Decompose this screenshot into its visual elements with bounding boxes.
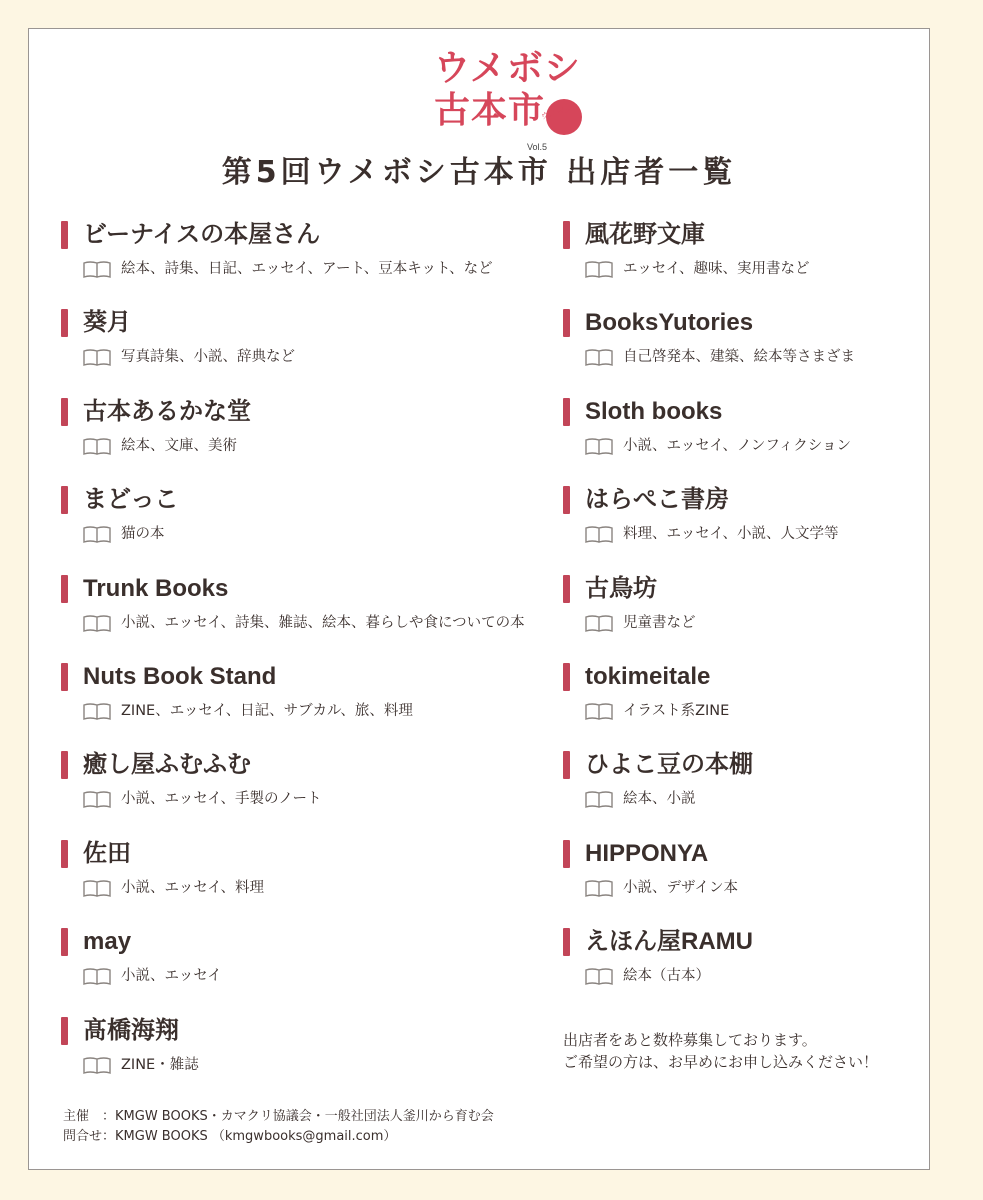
accent-bar — [61, 928, 68, 956]
vendor-genre: ZINE、エッセイ、日記、サブカル、旅、料理 — [121, 702, 413, 719]
vendor-genre: 小説、エッセイ、ノンフィクション — [623, 437, 851, 454]
vendor-item — [61, 571, 525, 659]
vendor-genre: 小説、エッセイ、料理 — [121, 879, 264, 896]
open-book-icon — [83, 879, 111, 897]
open-book-icon — [83, 790, 111, 808]
accent-bar — [61, 751, 68, 779]
accent-bar — [563, 663, 570, 691]
vendor-name: えほん屋RAMU — [585, 928, 753, 956]
vendor-item — [61, 924, 481, 1012]
vendor-genre: 絵本、小説 — [623, 791, 696, 808]
vendor-genre: 猫の本 — [121, 526, 165, 543]
logo-script: ウメボシ — [539, 104, 573, 122]
vendor-list-left — [61, 217, 525, 1101]
recruit-line-2: ご希望の方は、お早めにお申し込みください！ — [563, 1053, 879, 1071]
open-book-icon — [83, 702, 111, 720]
vendor-item — [563, 394, 983, 482]
accent-bar — [563, 309, 570, 337]
vendor-genre: 自己啓発本、建築、絵本等さまざま — [623, 349, 855, 366]
open-book-icon — [83, 348, 111, 366]
logo-vol: Vol.5 — [527, 142, 548, 152]
vendor-item — [563, 747, 983, 835]
vendor-name: tokimeitale — [585, 662, 711, 690]
vendor-genre: ZINE・雑誌 — [121, 1056, 199, 1073]
vendor-item — [563, 305, 983, 393]
vendor-genre: 小説、エッセイ、手製のノート — [121, 791, 322, 808]
vendor-item — [61, 482, 481, 570]
open-book-icon — [83, 1056, 111, 1074]
vendor-name: 古本あるかな堂 — [83, 397, 251, 425]
contact-line: 問合せ：KMGW BOOKS （kmgwbooks@gmail.com） — [63, 1129, 397, 1144]
vendor-name: 風花野文庫 — [585, 221, 705, 248]
accent-bar — [61, 309, 68, 337]
vendor-genre: 小説、エッセイ、詩集、雑誌、絵本、暮らしや食についての本 — [121, 614, 525, 631]
vendor-item — [563, 836, 983, 924]
flyer-card — [28, 28, 930, 1170]
vendor-name: may — [83, 928, 132, 956]
open-book-icon — [585, 437, 613, 455]
accent-bar — [61, 663, 68, 691]
accent-bar — [61, 486, 68, 514]
vendor-name: Nuts Book Stand — [83, 662, 277, 690]
vendor-item — [61, 305, 481, 393]
vendor-name: Trunk Books — [83, 574, 229, 602]
vendor-genre: 絵本、詩集、日記、エッセイ、アート、豆本キット、など — [121, 261, 493, 277]
open-book-icon — [585, 260, 613, 278]
recruit-line-1: 出店者をあと数枠募集しております。 — [563, 1031, 817, 1049]
vendor-item — [563, 924, 983, 1012]
vendor-name: 佐田 — [83, 839, 131, 867]
organizer-line: 主催 ：KMGW BOOKS・カマクリ協議会・一般社団法人釜川から育む会 — [63, 1109, 494, 1124]
vendor-name: Sloth books — [585, 397, 723, 425]
open-book-icon — [585, 614, 613, 632]
open-book-icon — [83, 525, 111, 543]
open-book-icon — [83, 614, 111, 632]
vendor-genre: 小説、エッセイ — [121, 968, 222, 985]
accent-bar — [563, 398, 570, 426]
open-book-icon — [585, 879, 613, 897]
vendor-name: ひよこ豆の本棚 — [585, 751, 753, 779]
vendor-item — [563, 217, 983, 305]
vendor-name: はらぺこ書房 — [585, 486, 729, 514]
vendor-genre: 写真詩集、小説、辞典など — [121, 349, 295, 366]
vendor-genre: 小説、デザイン本 — [623, 879, 738, 896]
accent-bar — [61, 221, 68, 249]
accent-bar — [563, 928, 570, 956]
vendor-genre: 絵本（古本） — [623, 968, 710, 985]
open-book-icon — [83, 967, 111, 985]
vendor-genre: イラスト系ZINE — [623, 702, 730, 719]
logo-line-1: ウメボシ — [434, 48, 581, 89]
vendor-list-right — [563, 217, 983, 1013]
vendor-name: ビーナイスの本屋さん — [83, 221, 321, 248]
accent-bar — [61, 1017, 68, 1045]
open-book-icon — [83, 260, 111, 278]
open-book-icon — [585, 702, 613, 720]
open-book-icon — [585, 967, 613, 985]
vendor-item — [61, 836, 481, 924]
vendor-item — [61, 394, 481, 482]
open-book-icon — [585, 348, 613, 366]
accent-bar — [563, 575, 570, 603]
accent-bar — [61, 840, 68, 868]
vendor-name: まどっこ — [83, 486, 179, 514]
accent-bar — [563, 486, 570, 514]
vendor-item — [61, 1013, 481, 1101]
vendor-item — [563, 659, 983, 747]
vendor-name: HIPPONYA — [585, 839, 709, 867]
accent-bar — [563, 840, 570, 868]
vendor-name: 髙橋海翔 — [83, 1016, 179, 1044]
vendor-item — [563, 571, 983, 659]
vendor-name: 葵月 — [83, 309, 131, 337]
vendor-item — [563, 482, 983, 570]
accent-bar — [61, 398, 68, 426]
vendor-genre: 児童書など — [623, 614, 696, 631]
vendor-name: 癒し屋ふむふむ — [83, 751, 251, 779]
open-book-icon — [83, 437, 111, 455]
accent-bar — [563, 221, 570, 249]
accent-bar — [563, 751, 570, 779]
recruit-notice — [563, 1029, 878, 1073]
footer-info — [63, 1107, 494, 1147]
vendor-name: BooksYutories — [585, 309, 754, 337]
vendor-item — [61, 659, 481, 747]
open-book-icon — [585, 525, 613, 543]
open-book-icon — [585, 790, 613, 808]
event-logo — [434, 49, 594, 161]
vendor-item — [61, 747, 481, 835]
vendor-item — [61, 217, 493, 305]
vendor-genre: 絵本、文庫、美術 — [121, 437, 237, 454]
page-title: 第5回ウメボシ古本市 出店者一覧 — [221, 155, 737, 190]
accent-bar — [61, 575, 68, 603]
vendor-genre: エッセイ、趣味、実用書など — [623, 261, 810, 277]
logo-line-2: 古本市 — [434, 90, 546, 131]
vendor-name: 古鳥坊 — [585, 574, 657, 602]
vendor-genre: 料理、エッセイ、小説、人文学等 — [623, 526, 839, 543]
